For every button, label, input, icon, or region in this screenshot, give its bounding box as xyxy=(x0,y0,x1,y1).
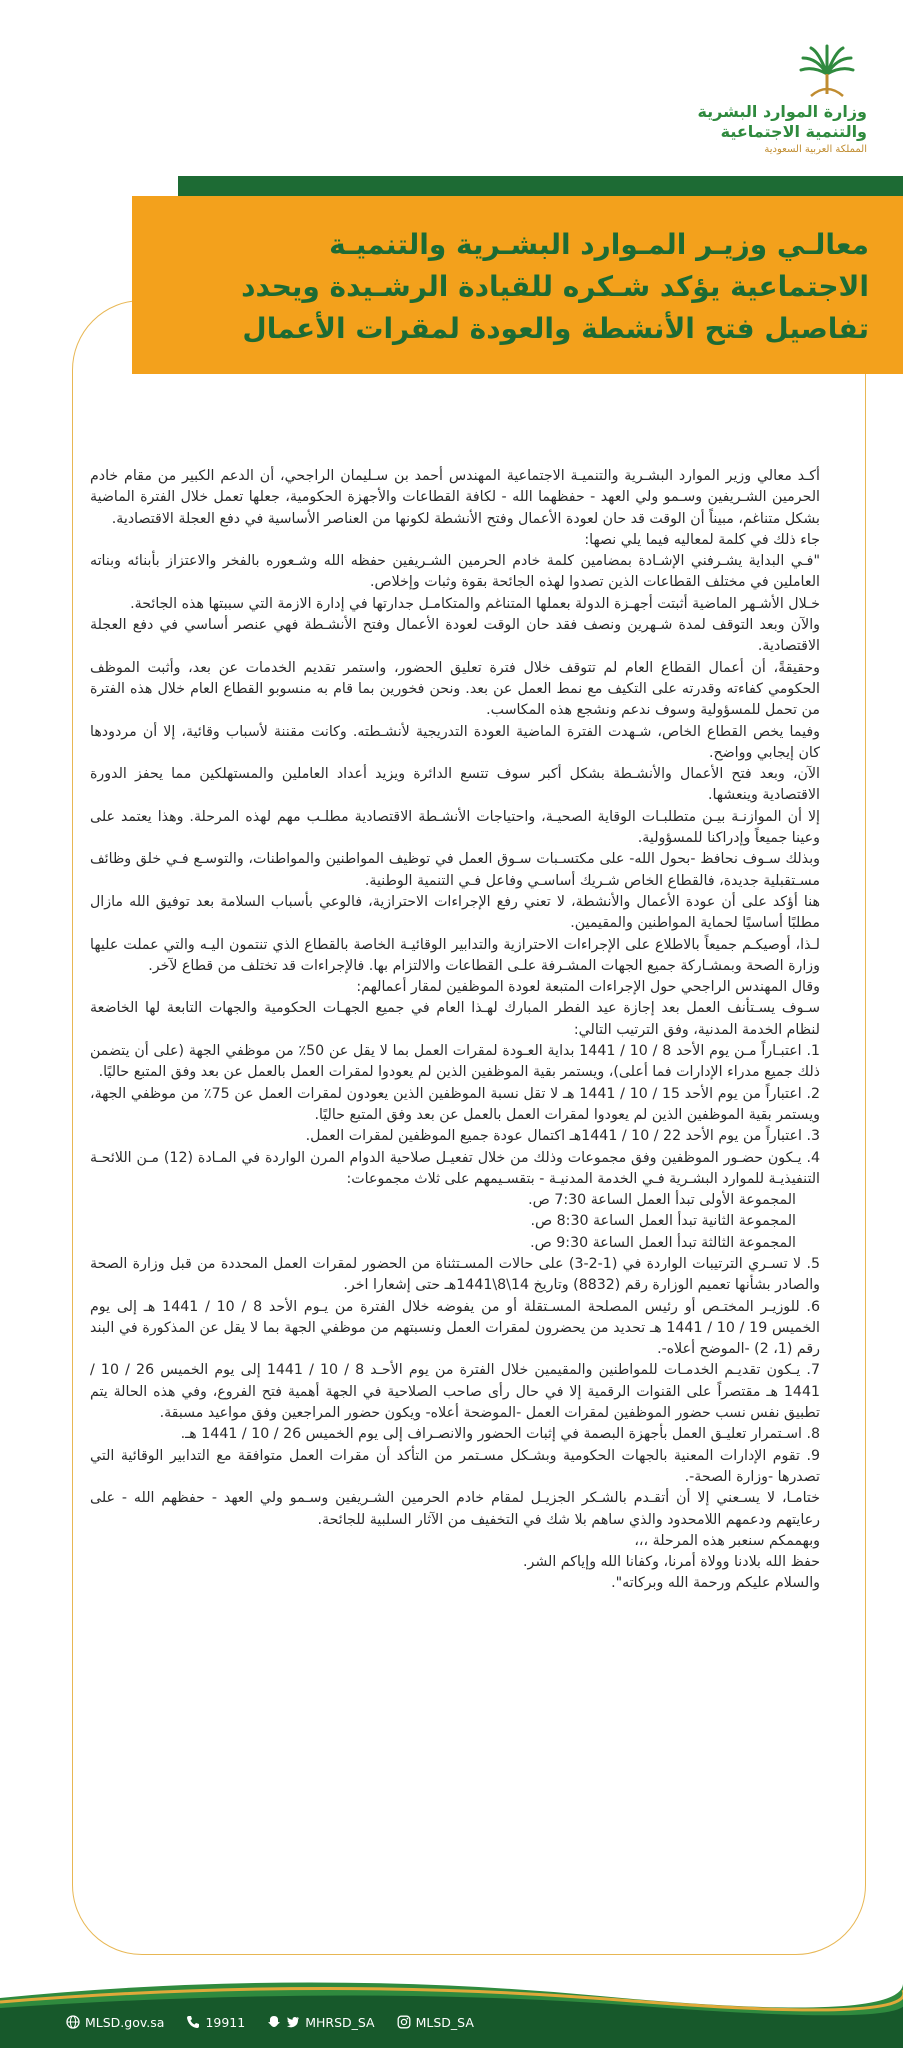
ministry-logo xyxy=(667,44,867,158)
group-item: المجموعة الأولى تبدأ العمل الساعة 7:30 ص. xyxy=(528,1192,796,1209)
footer-contact-bar xyxy=(0,1996,903,2048)
footer-instagram[interactable] xyxy=(397,2015,474,2030)
paragraph: وحقيقةً، أن أعمال القطاع العام لم تتوقف خلال فترة تعليق الحضور، واستمر تقديم الخدمات عن بعد، وأثبت الموظف الحكومي كفاءته وقدرته على التكيف مع نمط العمل عن بعد. ونحن فخورين بما قام به منسوبو القطاع العام خلال هذه الفترة من تحمل للمسؤولية وسوف ندعم ونشجع هذه المكاسب. xyxy=(90,659,820,719)
website-text: MLSD.gov.sa xyxy=(85,2014,165,2030)
paragraph: وبذلك سـوف نحافظ -بحول الله- على مكتسـبات سـوق العمل في توظيف المواطنين والمواطنات، والتوسـع فـي خلق وظائف مسـتقبلية جديدة، فالقطاع الخاص شـريك أساسـي وفاعل فـي التنمية الوطنية. xyxy=(90,851,820,889)
twitter-icon xyxy=(286,2015,300,2029)
article-body xyxy=(90,466,820,1595)
paragraph: ختامـا، لا يسـعني إلا أن أتقـدم بالشـكر الجزيـل لمقام خادم الحرمين الشـريفين وسـمو ولي العهد - حفظهم الله - على رعايتهم ودعمهم اللامحدود والذي ساهم بلا شك في التخفيف من الآثار السلبية للجائحة. xyxy=(90,1490,820,1528)
list-item: 2. اعتباراً من يوم الأحد 15 / 10 / 1441 هـ لا تقل نسبة الموظفين الذين يعودون لمقرات العمل عن 75٪ من موظفي الجهة، ويستمر بقية الموظفين الذين لم يعودوا لمقرات العمل بالعمل عن بعد وفق المتبع حاليًا. xyxy=(90,1085,820,1123)
paragraph: وفيما يخص القطاع الخاص، شـهدت الفترة الماضية العودة التدريجية لأنشـطته. وكانت مقننة لأسباب وقائية، إلا أن مردودها كان إيجابي وواضح. xyxy=(90,723,820,761)
instagram-icon xyxy=(397,2015,411,2029)
phone-icon xyxy=(186,2015,200,2029)
paragraph: حفظ الله بلادنا وولاة أمرنا، وكفانا الله وإياكم الشر. xyxy=(523,1554,820,1571)
page-title xyxy=(162,224,869,350)
title-accent-bar xyxy=(178,176,903,196)
logo-line-3: المملكة العربية السعودية xyxy=(764,144,867,155)
group-item: المجموعة الثالثة تبدأ العمل الساعة 9:30 ص. xyxy=(530,1234,796,1251)
list-item: 3. اعتباراً من يوم الأحد 22 / 10 / 1441هـ اكتمال عودة جميع الموظفين لمقرات العمل. xyxy=(305,1128,820,1145)
footer-phone[interactable] xyxy=(186,2015,245,2030)
paragraph: والسلام عليكم ورحمة الله وبركاته". xyxy=(611,1575,820,1592)
paragraph: الآن، وبعد فتح الأعمال والأنشـطة بشكل أكبر سوف تتسع الدائرة ويزيد أعداد العاملين والمستهلكين مما يحفز الدورة الاقتصادية وينعشها. xyxy=(90,766,820,804)
group-item: المجموعة الثانية تبدأ العمل الساعة 8:30 ص. xyxy=(530,1213,796,1230)
paragraph: أكـد معالي وزير الموارد البشـرية والتنميـة الاجتماعية المهندس أحمد بن سـليمان الراجحي، أن الدعم الكبير من مقام خادم الحرمين الشـريفين وسـمو ولي العهد - حفظهما الله - لكافة القطاعات والأجهزة الحكومية، جعلها تعمل خلال الفترة الماضية بشكل متناغم، مبيناً أن الوقت قد حان لعودة الأعمال وفتح الأنشطة لكونها من العناصر الأساسية في دفع العجلة الاقتصادية. xyxy=(90,468,820,527)
paragraph: سـوف يسـتأنف العمل بعد إجازة عيد الفطر المبارك لهـذا العام في جميع الجهـات الحكومية والجهات التابعة لها الخاضعة لنظام الخدمة المدنية، وفق الترتيب التالي: xyxy=(90,1000,820,1038)
title-line-2: الاجتماعية يؤكد شـكره للقيادة الرشـيدة ويحدد xyxy=(241,270,869,303)
list-item: 7. يـكون تقديـم الخدمـات للمواطنين والمقيمين خلال الفترة من يوم الأحـد 8 / 10 / 1441 إلى يوم الخميس 26 / 10 / 1441 هـ مقتصراً على القنوات الرقمية إلا في حال رأى صاحب الصلاحية في الجهة أهمية فتح الفروع، وفي هذه الحالة يتم تطبيق نفس نسب حضور الموظفين لمقرات العمل -الموضحة أعلاه- ويكون حضور المراجعين وفق مواعيد مسبقة. xyxy=(90,1362,820,1422)
footer-social[interactable] xyxy=(267,2015,374,2030)
paragraph: خـلال الأشـهر الماضية أثبتت أجهـزة الدولة بعملها المتناغم والمتكامـل جدارتها في إدارة الازمة التي سببتها هذه الجائحة. xyxy=(130,595,820,612)
paragraph: إلا أن الموازنـة بيـن متطلبـات الوقاية الصحيـة، واحتياجات الأنشـطة الاقتصادية مطلـب مهم لهذه المرحلة. وهذا يعتمد على وعينا جميعاً وإدراكنا للمسؤولية. xyxy=(90,808,820,847)
list-item: 5. لا تسـري الترتيبات الواردة في (1-2-3) على حالات المسـتثناة من الحضور لمقرات العمل المحددة من قبل وزارة الصحة والصادر بشأنها تعميم الوزارة رقم (8832) وتاريخ 14\8\1441هـ حتى إشعارا اخر. xyxy=(90,1255,821,1294)
paragraph: جاء ذلك في كلمة لمعاليه فيما يلي نصها: xyxy=(584,531,820,548)
logo-line-2: والتنمية الاجتماعية xyxy=(720,122,867,141)
paragraph: والآن وبعد التوقف لمدة شـهرين ونصف فقد حان الوقت لعودة الأعمال وفتح الأنشـطة فهي عنصر أساسي في دفع العجلة الاقتصادية. xyxy=(90,617,820,655)
footer-website[interactable] xyxy=(66,2015,164,2030)
paragraph: لـذا، أوصيكـم جميعاً بالاطلاع على الإجراءات الاحترازية والتدابير الوقائيـة الخاصة بالقطاع الذي تنتمون اليـه والتي عملت عليها وزارة الصحة وبمشـاركة جميع الجهات المشـرفة علـى القطاعات والالتزام بها. فالإجراءات قد تختلف من قطاع لآخر. xyxy=(90,936,820,974)
list-item: 8. اسـتمرار تعليـق العمل بأجهزة البصمة في إثبات الحضور والانصـراف إلى يوم الخميس 26 / 10 / 1441 هـ. xyxy=(180,1426,820,1443)
paragraph: هنا أؤكد على أن عودة الأعمال والأنشطة، لا تعني رفع الإجراءات الاحترازية، فالوعي بأسباب السلامة بعد توفيق الله مازال مطلبًا أساسيًا لحماية المواطنين والمقيمين. xyxy=(90,893,820,932)
title-line-1: معالـي وزيـر المـوارد البشـرية والتنميـة xyxy=(329,228,869,261)
palm-swords-icon xyxy=(797,44,857,98)
list-item: 1. اعتبـاراً مـن يوم الأحد 8 / 10 / 1441 بداية العـودة لمقرات العمل بما لا يقل عن 50٪ من موظفي الجهة (على أن يتضمن ذلك جميع مدراء الإدارات فما أعلى)، ويستمر بقية الموظفين الذين لم يعودوا لمقرات العمل بالعمل عن بعد وفق المتبع حاليًا. xyxy=(90,1043,820,1081)
list-item: 9. تقوم الإدارات المعنية بالجهات الحكومية وبشـكل مسـتمر من التأكد أن مقرات العمل متوافقة مع التدابير الوقائية التي تصدرها -وزارة الصحة-. xyxy=(90,1447,820,1485)
title-line-3: تفاصيل فتح الأنشطة والعودة لمقرات الأعمال xyxy=(242,312,869,345)
social-text: MHRSD_SA xyxy=(305,2014,375,2030)
list-item: 6. للوزيـر المختـص أو رئيس المصلحة المسـتقلة أو من يفوضه خلال الفترة من يـوم الأحد 8 / 10 / 1441 هـ إلى يوم الخميس 19 / 10 / 1441 هـ تحديد من يحضرون لمقرات العمل ونسبتهم من موظفي الجهة بما لا يقل عن المذكورة في البند رقم (1، 2) -الموضح أعلاه-. xyxy=(90,1298,820,1358)
instagram-text: MLSD_SA xyxy=(415,2014,474,2030)
paragraph: وبهممكم سنعبر هذه المرحلة ،،، xyxy=(634,1532,820,1549)
title-box xyxy=(132,196,903,374)
paragraph: "فـي البداية يشـرفني الإشـادة بمضامين كلمة خادم الحرمين الشـريفين حفظه الله وشـعوره بالفخر والاعتزاز بأبنائه وبناته العاملين في مختلف القطاعات الذين تصدوا لهذه الجائحة بقوة وثبات وإخلاص. xyxy=(90,553,820,591)
globe-icon xyxy=(66,2015,80,2029)
paragraph: وقال المهندس الراجحي حول الإجراءات المتبعة لعودة الموظفين لمقار أعمالهم: xyxy=(356,979,820,996)
snapchat-icon xyxy=(267,2015,281,2029)
list-item: 4. يـكون حضـور الموظفين وفق مجموعات وذلك من خلال تفعيـل صلاحية الدوام المرن الواردة في المـادة (12) مـن اللائحـة التنفيذيـة للموارد البشـرية فـي الخدمة المدنيـة - بتقسـيمهم على ثلاث مجموعات: xyxy=(90,1149,820,1187)
logo-line-1: وزارة الموارد البشرية xyxy=(697,102,867,121)
phone-text: 19911 xyxy=(205,2014,246,2030)
